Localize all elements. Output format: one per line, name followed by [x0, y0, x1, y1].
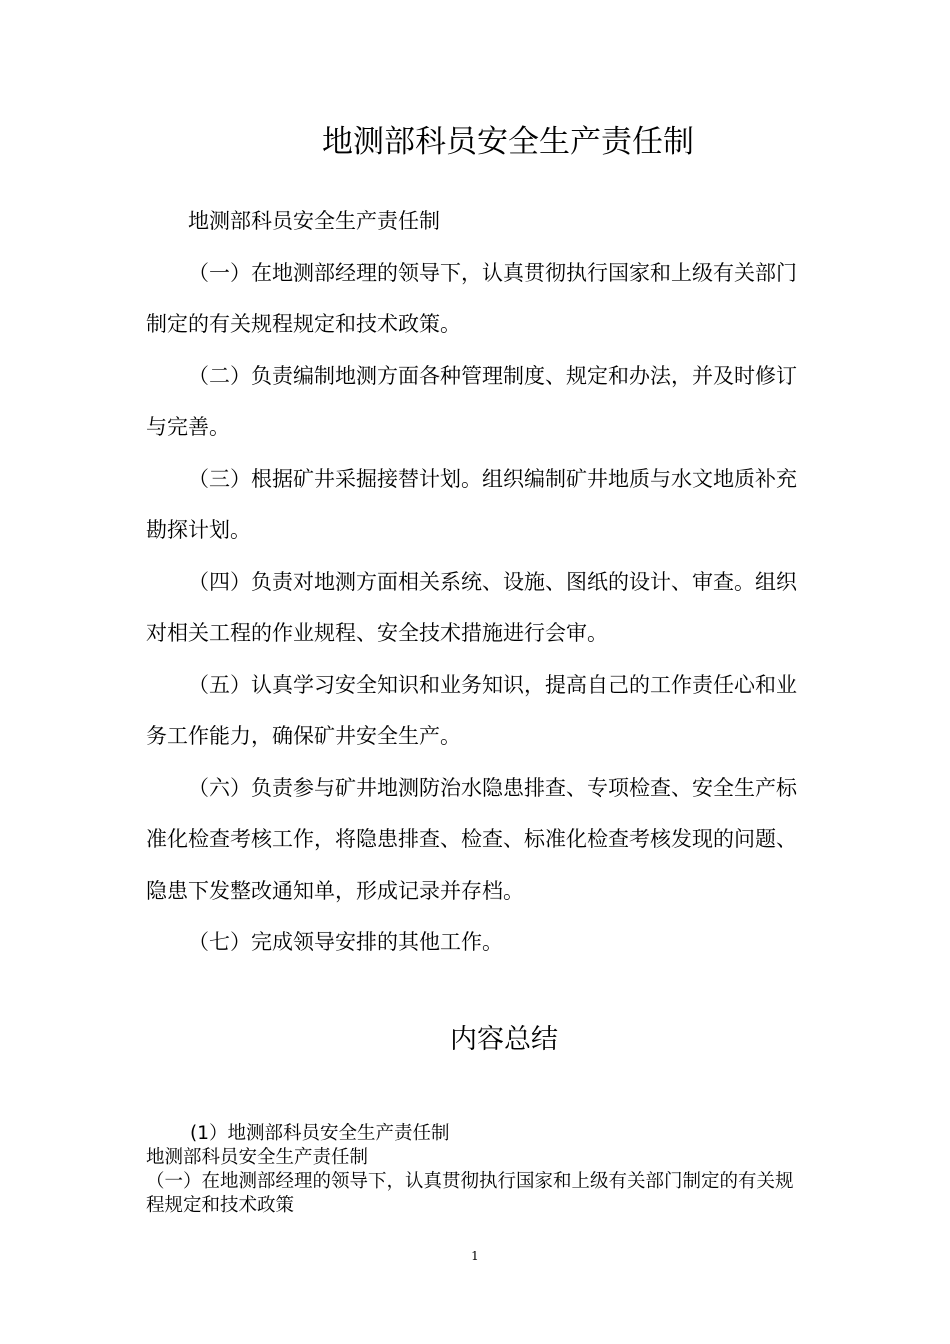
page-number: 1 — [471, 1249, 479, 1263]
body-paragraph-2: （二）负责编制地测方面各种管理制度、规定和办法，并及时修订与完善。 — [146, 363, 797, 439]
summary-line-2: 地测部科员安全生产责任制 — [146, 1147, 369, 1168]
body-paragraph-1: （一）在地测部经理的领导下，认真贯彻执行国家和上级有关部门制定的有关规程规定和技术政策。 — [146, 260, 797, 336]
body-paragraph-3: （三）根据矿井采掘接替计划。组织编制矿井地质与水文地质补充勘探计划。 — [146, 466, 797, 542]
body-paragraph-5: （五）认真学习安全知识和业务知识，提高自己的工作责任心和业务工作能力，确保矿井安全生产。 — [146, 672, 797, 748]
body-paragraph-heading: 地测部科员安全生产责任制 — [188, 209, 440, 233]
body-paragraph-4: （四）负责对地测方面相关系统、设施、图纸的设计、审查。组织对相关工程的作业规程、安全技术措施进行会审。 — [146, 569, 797, 645]
summary-section — [146, 1122, 806, 1218]
summary-line-3: （一）在地测部经理的领导下，认真贯彻执行国家和上级有关部门制定的有关规程规定和技术政策 — [146, 1171, 794, 1216]
body-paragraph-7: （七）完成领导安排的其他工作。 — [188, 930, 503, 954]
document-title: 地测部科员安全生产责任制 — [322, 124, 694, 160]
body-paragraph-6: （六）负责参与矿井地测防治水隐患排查、专项检查、安全生产标准化检查考核工作，将隐患排查、检查、标准化检查考核发现的问题、隐患下发整改通知单，形成记录并存档。 — [146, 775, 797, 903]
summary-heading: 内容总结 — [450, 1024, 558, 1055]
document-body — [146, 196, 806, 969]
summary-line-1: (1）地测部科员安全生产责任制 — [190, 1123, 450, 1144]
